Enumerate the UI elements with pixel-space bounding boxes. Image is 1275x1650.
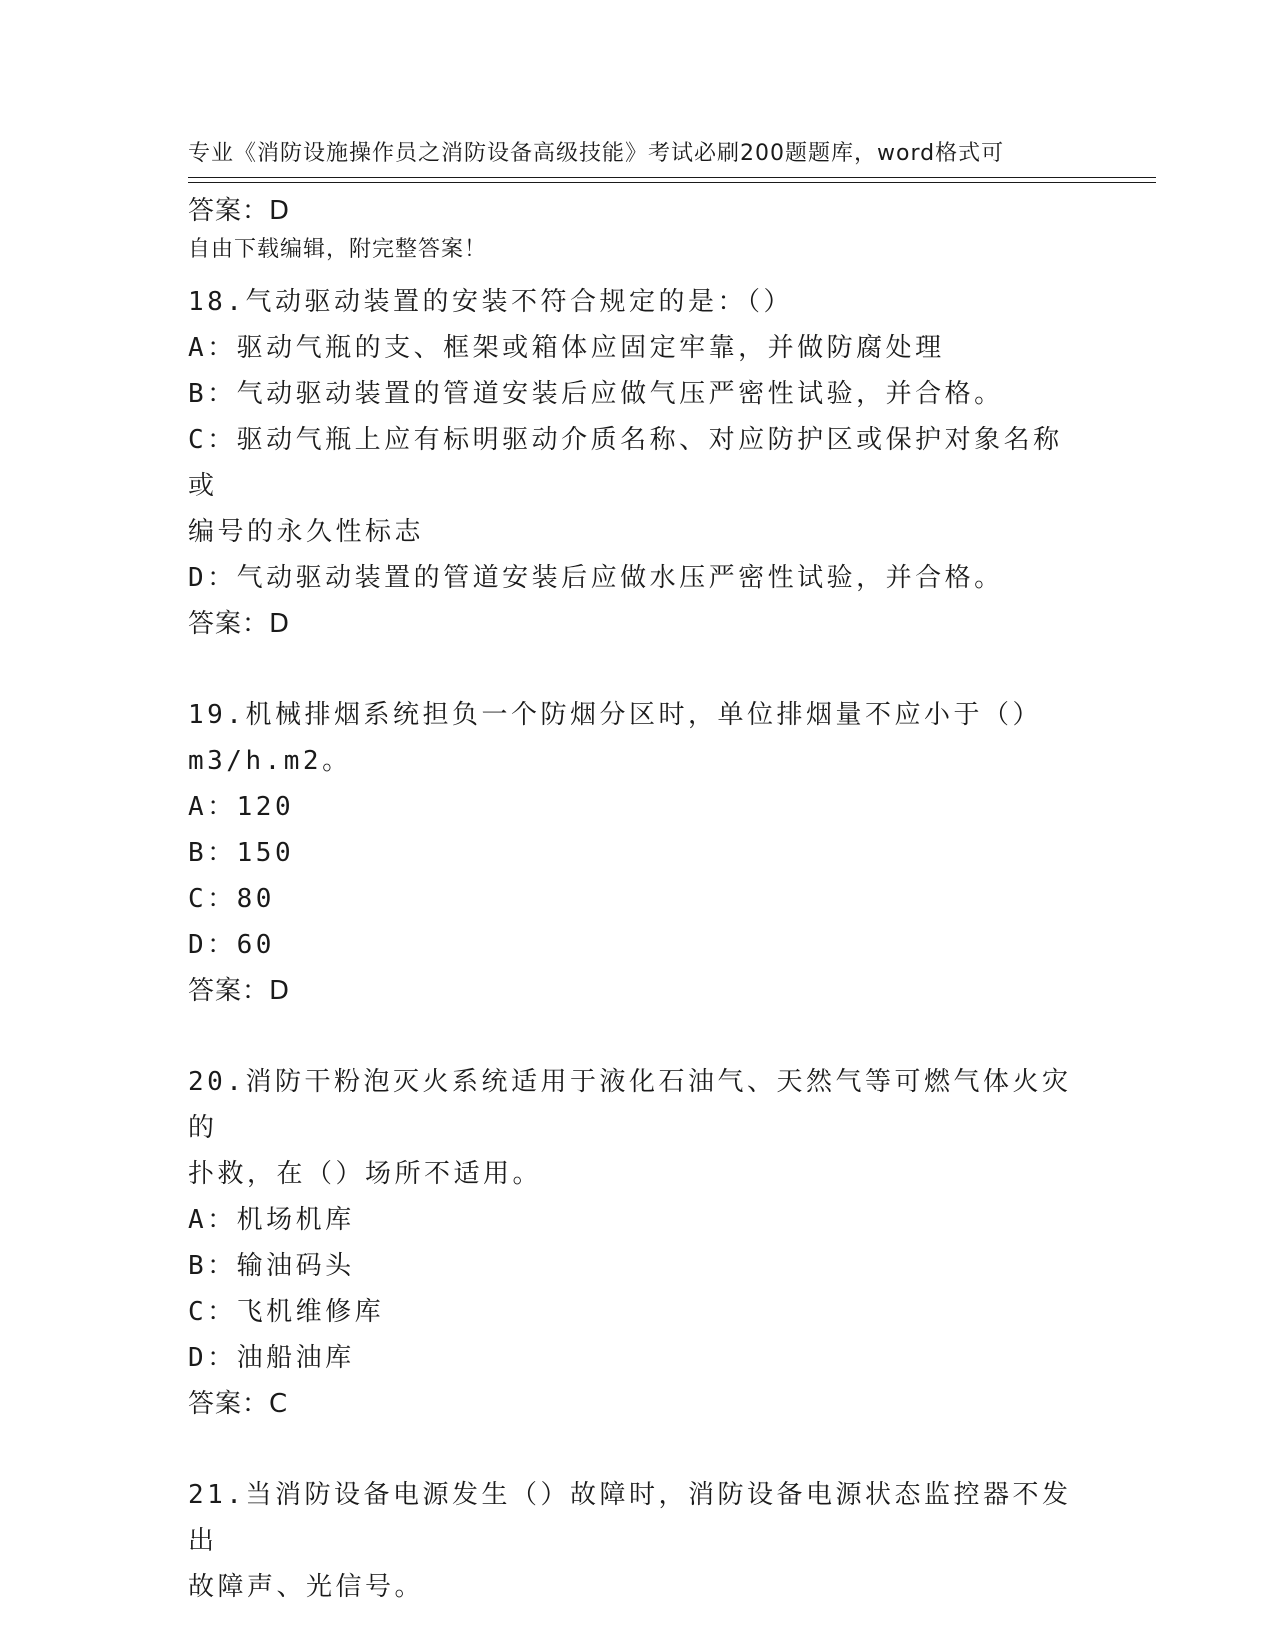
option-a: A：驱动气瓶的支、框架或箱体应固定牢靠，并做防腐处理 — [188, 333, 945, 363]
question-stem-continued: 扑救，在（）场所不适用。 — [188, 1159, 543, 1189]
option-c: C：80 — [188, 884, 275, 914]
option-c: C：驱动气瓶上应有标明驱动介质名称、对应防护区或保护对象名称或 — [188, 425, 1063, 501]
header-rule-top — [188, 177, 1156, 178]
question-stem: 21.当消防设备电源发生（）故障时，消防设备电源状态监控器不发出 — [188, 1480, 1072, 1556]
question-20 — [188, 1059, 1088, 1427]
answer-line: 答案：D — [188, 609, 291, 639]
question-18 — [188, 279, 1088, 647]
question-21 — [188, 1472, 1088, 1610]
option-a: A：120 — [188, 792, 295, 822]
answer-line: 答案：C — [188, 1389, 289, 1419]
option-d: D：气动驱动装置的管道安装后应做水压严密性试验，并合格。 — [188, 563, 1004, 593]
question-stem: 20.消防干粉泡灭火系统适用于液化石油气、天然气等可燃气体火灾的 — [188, 1067, 1072, 1143]
option-b: B：气动驱动装置的管道安装后应做气压严密性试验，并合格。 — [188, 379, 1004, 409]
question-19 — [188, 692, 1088, 1014]
header-line-1: 专业《消防设施操作员之消防设备高级技能》考试必刷200题题库，word格式可 — [188, 141, 1005, 166]
question-list — [188, 188, 1088, 1610]
question-stem-continued: 故障声、光信号。 — [188, 1572, 425, 1602]
header-line-2: 自由下载编辑，附完整答案！ — [188, 237, 488, 262]
option-b: B：输油码头 — [188, 1251, 355, 1281]
question-stem-continued: m3/h.m2。 — [188, 746, 352, 776]
question-stem: 18.气动驱动装置的安装不符合规定的是：（） — [188, 287, 793, 317]
option-d: D：油船油库 — [188, 1343, 355, 1373]
option-a: A：机场机库 — [188, 1205, 355, 1235]
answer-line: 答案：D — [188, 196, 291, 226]
option-d: D：60 — [188, 930, 275, 960]
question-stem: 19.机械排烟系统担负一个防烟分区时，单位排烟量不应小于（） — [188, 700, 1042, 730]
option-c: C：飞机维修库 — [188, 1297, 385, 1327]
option-c-continued: 编号的永久性标志 — [188, 517, 425, 547]
option-b: B：150 — [188, 838, 295, 868]
header-rule-bottom — [188, 182, 1156, 183]
answer-line: 答案：D — [188, 976, 291, 1006]
